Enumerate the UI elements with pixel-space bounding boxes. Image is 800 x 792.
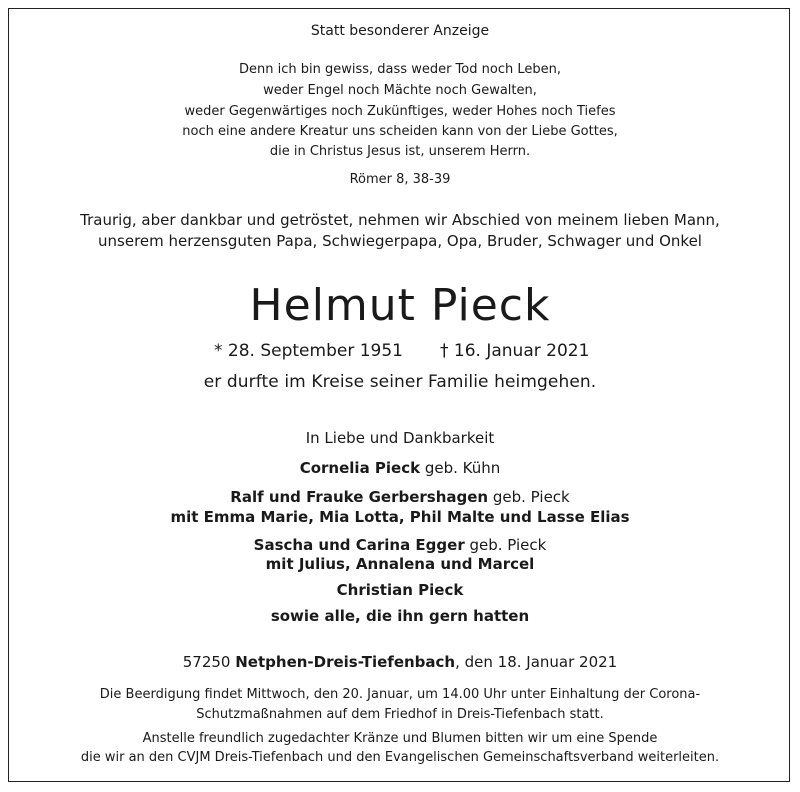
love-line: In Liebe und Dankbarkeit	[305, 429, 495, 447]
verse-reference: Römer 8, 38-39	[349, 172, 451, 187]
mourner-line	[0, 488, 800, 506]
verse-line: die in Christus Jesus ist, unserem Herrn.	[269, 144, 531, 159]
mourner-line	[0, 555, 800, 573]
mourner-name: Ralf und Frauke Gerbershagen	[230, 488, 489, 506]
intro-line: Traurig, aber dankbar und getröstet, nehmen wir Abschied von meinem lieben Mann,	[80, 211, 720, 229]
mourner-line	[0, 459, 800, 477]
deceased-name: Helmut Pieck	[249, 280, 551, 331]
mourner-name: sowie alle, die ihn gern hatten	[270, 607, 530, 625]
mourner-name: mit Julius, Annalena und Marcel	[265, 555, 535, 573]
donation-line: die wir an den CVJM Dreis-Tiefenbach und den Evangelischen Gemeinschaftsverband weiterleiten.	[80, 750, 720, 765]
mourner-line	[0, 581, 800, 599]
place-date-line	[0, 653, 800, 671]
birth-date: * 28. September 1951	[214, 341, 403, 361]
mourner-suffix: geb. Pieck	[464, 536, 547, 554]
mourner-name: Sascha und Carina Egger	[253, 536, 465, 554]
intro-line: unserem herzensguten Papa, Schwiegerpapa, Opa, Bruder, Schwager und Onkel	[98, 232, 702, 250]
verse-line: Denn ich bin gewiss, dass weder Tod noch Leben,	[239, 62, 561, 77]
mourner-line	[0, 508, 800, 526]
verse-line: weder Gegenwärtiges noch Zukünftiges, weder Hohes noch Tiefes	[184, 104, 616, 119]
mourner-line	[0, 607, 800, 625]
funeral-info-line: Schutzmaßnahmen auf dem Friedhof in Dreis-Tiefenbach statt.	[196, 707, 604, 722]
mourner-name: Cornelia Pieck	[299, 459, 421, 477]
mourner-suffix: geb. Pieck	[488, 488, 570, 506]
mourner-name: mit Emma Marie, Mia Lotta, Phil Malte und Lasse Elias	[170, 508, 630, 526]
verse-line: noch eine andere Kreatur uns scheiden kann von der Liebe Gottes,	[182, 124, 618, 139]
town-name: Netphen-Dreis-Tiefenbach	[235, 653, 456, 671]
passing-text: er durfte im Kreise seiner Familie heimgehen.	[203, 372, 597, 392]
death-date: † 16. Januar 2021	[440, 341, 590, 361]
notice-heading: Statt besonderer Anzeige	[310, 23, 490, 39]
mourner-line	[0, 536, 800, 554]
funeral-info-line: Die Beerdigung findet Mittwoch, den 20. Januar, um 14.00 Uhr unter Einhaltung der Corona-	[99, 687, 701, 702]
notice-date: , den 18. Januar 2021	[455, 653, 618, 671]
postcode: 57250	[182, 653, 236, 671]
mourner-suffix: geb. Kühn	[420, 459, 501, 477]
verse-line: weder Engel noch Mächte noch Gewalten,	[263, 83, 537, 98]
mourner-name: Christian Pieck	[336, 581, 464, 599]
donation-line: Anstelle freundlich zugedachter Kränze und Blumen bitten wir um eine Spende	[142, 731, 658, 746]
